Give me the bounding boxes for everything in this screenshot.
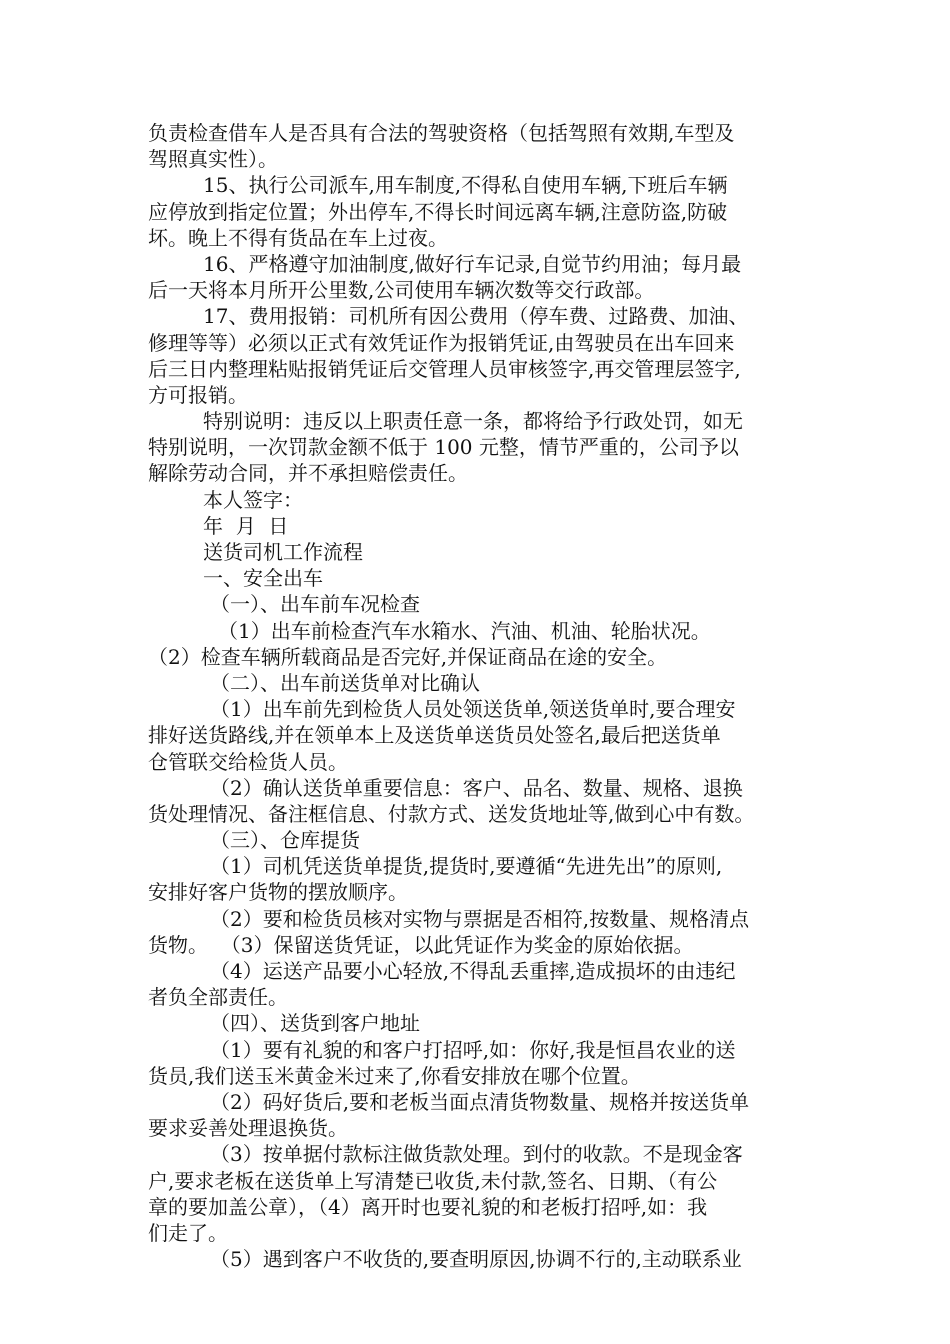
text-line: （1）出车前先到检货人员处领送货单,领送货单时,要合理安	[210, 697, 736, 722]
text-line: 们走了。	[148, 1220, 228, 1245]
text-line: 户,要求老板在送货单上写清楚已收货,未付款,签名、日期、（有公	[148, 1168, 718, 1193]
text-line: （5）遇到客户不收货的,要查明原因,协调不行的,主动联系业	[210, 1247, 742, 1272]
text-line: 17、费用报销：司机所有因公费用（停车费、过路费、加油、	[203, 304, 749, 329]
text-line: 本人签字：	[203, 487, 303, 512]
text-line: （三）、仓库提货	[210, 828, 360, 853]
text-line: 章的要加盖公章），（4）离开时也要礼貌的和老板打招呼,如：我	[148, 1194, 708, 1219]
text-line: 特别说明：违反以上职责任意一条，都将给予行政处罚，如无	[203, 409, 743, 434]
text-line: 修理等等）必须以正式有效凭证作为报销凭证,由驾驶员在出车回来	[148, 330, 735, 355]
text-line: 货员,我们送玉米黄金米过来了,你看安排放在哪个位置。	[148, 1063, 641, 1088]
text-line: 送货司机工作流程	[203, 540, 363, 564]
text-line: （2）检查车辆所载商品是否完好,并保证商品在途的安全。	[148, 644, 668, 669]
text-line: 驾照真实性）。	[148, 147, 278, 172]
text-line: （1）司机凭送货单提货,提货时,要遵循“先进先出”的原则,	[210, 854, 723, 879]
text-line: 15、执行公司派车,用车制度,不得私自使用车辆,下班后车辆	[203, 173, 728, 198]
text-line: 应停放到指定位置；外出停车,不得长时间远离车辆,注意防盗,防破	[148, 199, 728, 224]
text-line: （2）要和检货员核对实物与票据是否相符,按数量、规格清点	[210, 906, 750, 931]
text-line: 方可报销。	[148, 382, 248, 407]
document-body	[148, 120, 820, 1272]
text-line: （4）运送产品要小心轻放,不得乱丢重摔,造成损坏的由违纪	[210, 959, 736, 983]
text-line: 安排好客户货物的摆放顺序。	[148, 880, 408, 905]
text-line: 16、严格遵守加油制度,做好行车记录,自觉节约用油；每月最	[203, 251, 742, 276]
text-line: 排好送货路线,并在领单本上及送货单送货员处签名,最后把送货单	[148, 723, 721, 748]
text-line: （1）要有礼貌的和客户打招呼,如：你好,我是恒昌农业的送	[210, 1037, 736, 1062]
text-line: 要求妥善处理退换货。	[148, 1116, 348, 1141]
text-line: 后三日内整理粘贴报销凭证后交管理人员审核签字,再交管理层签字,	[148, 356, 741, 381]
text-line: 者负全部责任。	[148, 985, 288, 1010]
text-line: （2）确认送货单重要信息：客户、品名、数量、规格、退换	[210, 775, 743, 800]
text-line: （二）、出车前送货单对比确认	[210, 670, 480, 695]
text-line: 负责检查借车人是否具有合法的驾驶资格（包括驾照有效期,车型及	[148, 121, 735, 145]
text-line: 仓管联交给检货人员。	[148, 749, 348, 774]
text-line: （3）按单据付款标注做货款处理。到付的收款。不是现金客	[210, 1142, 743, 1167]
text-line: 一、安全出车	[203, 566, 323, 591]
text-line: 货物。 （3）保留送货凭证，以此凭证作为奖金的原始依据。	[148, 932, 694, 957]
text-line: 特别说明，一次罚款金额不低于 100 元整，情节严重的，公司予以	[148, 435, 739, 460]
text-line: （2）码好货后,要和老板当面点清货物数量、规格并按送货单	[210, 1089, 750, 1114]
text-line: （1）出车前检查汽车水箱水、汽油、机油、轮胎状况。	[218, 618, 711, 643]
text-line: （四）、送货到客户地址	[210, 1011, 420, 1036]
text-line: 解除劳动合同，并不承担赔偿责任。	[148, 461, 468, 486]
text-line: 坏。晚上不得有货品在车上过夜。	[148, 225, 448, 250]
text-line: 后一天将本月所开公里数,公司使用车辆次数等交行政部。	[148, 278, 655, 303]
text-line: 年 月 日	[203, 513, 289, 538]
text-line: （一）、出车前车况检查	[210, 592, 420, 617]
text-line: 货处理情况、备注框信息、付款方式、送发货地址等,做到心中有数。	[148, 801, 755, 826]
